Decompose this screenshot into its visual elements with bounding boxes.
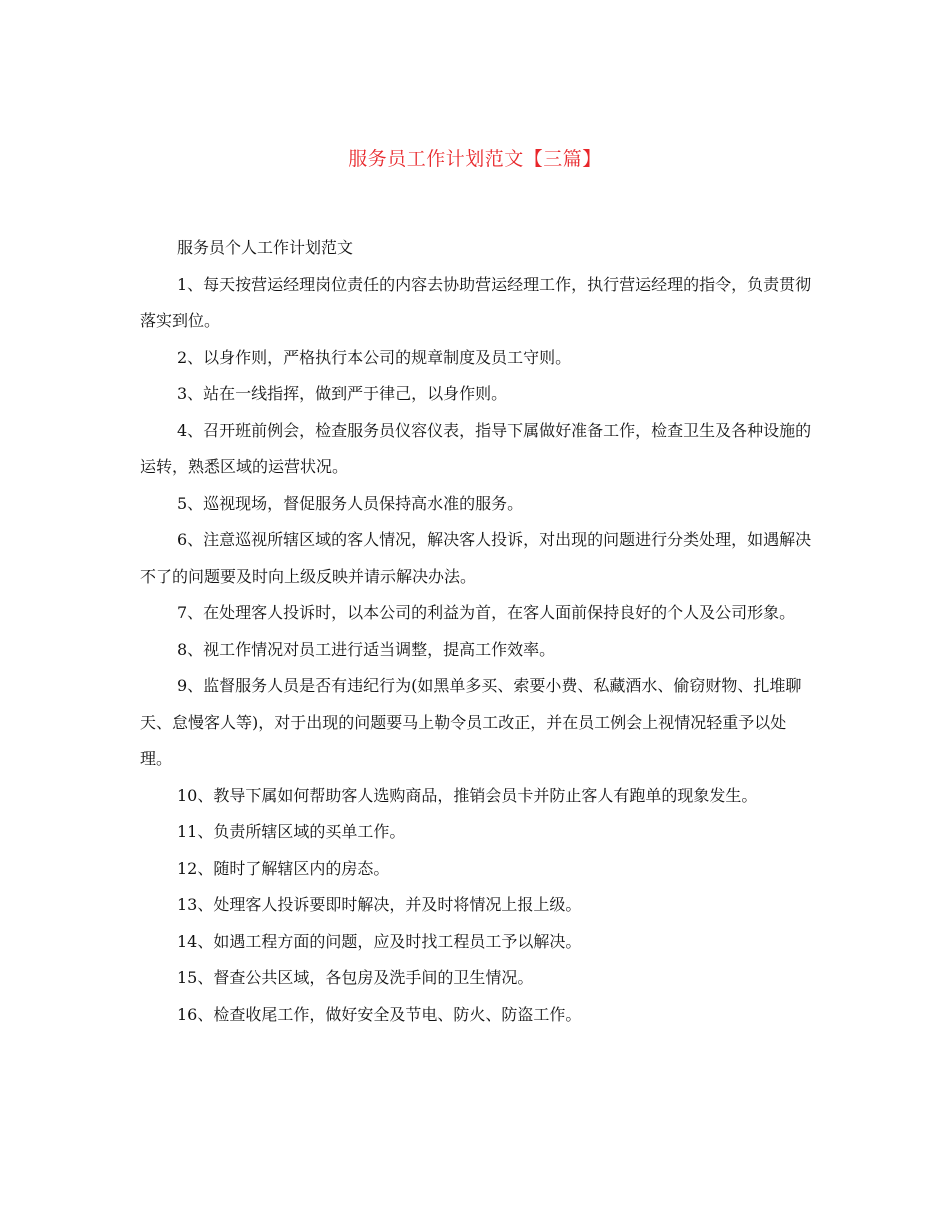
- paragraph: 10、教导下属如何帮助客人选购商品，推销会员卡并防止客人有跑单的现象发生。: [177, 785, 758, 805]
- section-heading: 服务员个人工作计划范文: [177, 238, 354, 257]
- paragraph: 4、召开班前例会，检查服务员仪容仪表，指导下属做好准备工作，检查卫生及各种设施的运转，熟悉区域的运营状况。: [140, 420, 812, 476]
- paragraph: 16、检查收尾工作，做好安全及节电、防火、防盗工作。: [177, 1004, 582, 1024]
- paragraph: 3、站在一线指挥，做到严于律己，以身作则。: [177, 384, 508, 403]
- paragraph: 9、监督服务人员是否有违纪行为(如黑单多买、索要小费、私藏酒水、偷窃财物、扎堆聊天、怠慢客人等)，对于出现的问题要马上勒令员工改正，并在员工例会上视情况轻重予以处理。: [140, 676, 802, 768]
- paragraph: 5、巡视现场，督促服务人员保持高水准的服务。: [177, 493, 524, 513]
- document-title: 服务员工作计划范文【三篇】: [348, 148, 602, 170]
- paragraph: 2、以身作则，严格执行本公司的规章制度及员工守则。: [177, 347, 572, 367]
- paragraph: 8、视工作情况对员工进行适当调整，提高工作效率。: [177, 639, 556, 659]
- paragraph: 6、注意巡视所辖区域的客人情况，解决客人投诉，对出现的问题进行分类处理，如遇解决不了的问题要及时向上级反映并请示解决办法。: [140, 530, 812, 586]
- paragraph: 11、负责所辖区域的买单工作。: [177, 822, 406, 841]
- document-body: [140, 230, 812, 1033]
- paragraph: 14、如遇工程方面的问题，应及时找工程员工予以解决。: [177, 931, 582, 951]
- paragraph: 15、督查公共区域，各包房及洗手间的卫生情况。: [177, 968, 534, 987]
- paragraph: 12、随时了解辖区内的房态。: [177, 858, 390, 878]
- paragraph: 7、在处理客人投诉时，以本公司的利益为首，在客人面前保持良好的个人及公司形象。: [177, 603, 796, 622]
- paragraph: 1、每天按营运经理岗位责任的内容去协助营运经理工作，执行营运经理的指令，负责贯彻落实到位。: [140, 274, 812, 330]
- paragraph: 13、处理客人投诉要即时解决，并及时将情况上报上级。: [177, 895, 582, 914]
